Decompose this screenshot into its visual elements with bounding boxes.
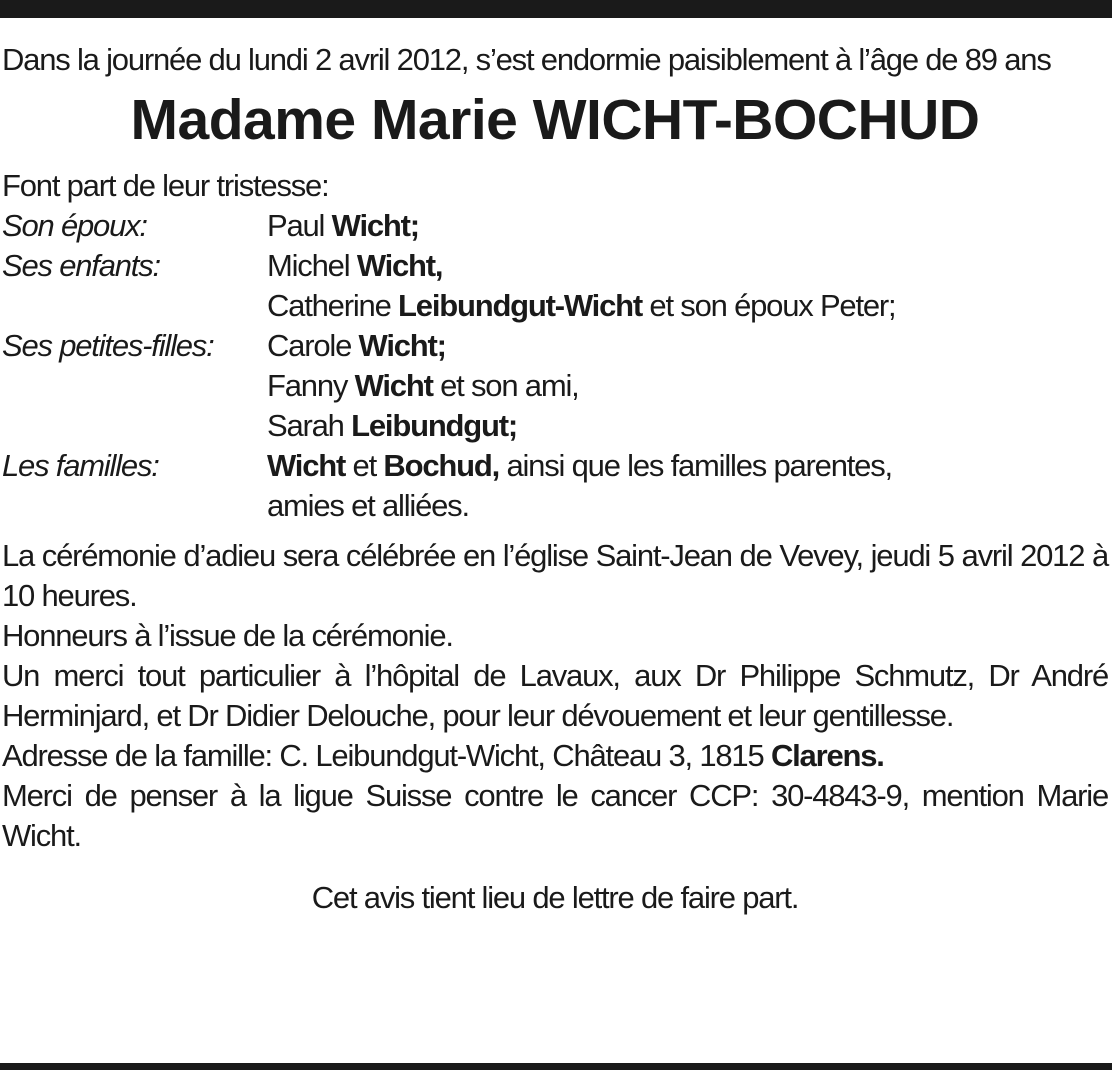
address-text: Adresse de la famille: C. Leibundgut-Wicht, Château 3, 1815: [2, 738, 764, 773]
families-line-1: [267, 446, 1108, 486]
spouse-line: [267, 206, 1108, 246]
granddaughter-line-3: [267, 406, 1108, 446]
families-name-2: Bochud,: [383, 448, 500, 483]
honours-text: Honneurs à l’issue de la cérémonie.: [2, 618, 453, 653]
families-line-2: amies et alliées.: [267, 488, 469, 523]
gd1-given-name: Carole: [267, 328, 352, 363]
address-city: Clarens.: [770, 738, 884, 773]
granddaughters-label: Ses petites-filles:: [2, 328, 214, 363]
child2-given-name: Catherine: [267, 288, 391, 323]
child1-surname: Wicht,: [356, 248, 443, 283]
family-row-families: [2, 446, 1108, 526]
children-label: Ses enfants:: [2, 248, 160, 283]
gd3-surname: Leibundgut;: [351, 408, 518, 443]
donation-text: Merci de penser à la ligue Suisse contre le cancer CCP: 30-4843-9, mention Marie Wicht.: [2, 778, 1108, 853]
closing-text: Cet avis tient lieu de lettre de faire part.: [311, 880, 799, 915]
granddaughter-line-1: [267, 326, 1108, 366]
top-rule: [0, 0, 1112, 18]
bottom-rule: [0, 1063, 1112, 1070]
granddaughter-line-2: [267, 366, 1108, 406]
ceremony-text: La cérémonie d’adieu sera célébrée en l’église Saint-Jean de Vevey, jeudi 5 avril 2012 à 10 heures.: [2, 538, 1108, 613]
child1-given-name: Michel: [267, 248, 350, 283]
child2-surname: Leibundgut-Wicht: [398, 288, 642, 323]
families-suffix: ainsi que les familles parentes,: [506, 448, 892, 483]
family-row-children: [2, 246, 1108, 326]
family-row-spouse: [2, 206, 1108, 246]
child2-suffix: et son époux Peter;: [649, 288, 896, 323]
intro-text: Dans la journée du lundi 2 avril 2012, s’est endormie paisiblement à l’âge de 89 ans: [2, 42, 1051, 77]
gd2-given-name: Fanny: [267, 368, 348, 403]
gd2-suffix: et son ami,: [440, 368, 579, 403]
obituary-notice: [2, 40, 1108, 918]
spouse-given-name: Paul: [267, 208, 325, 243]
child-line-2: [267, 286, 1108, 326]
family-list: [2, 206, 1108, 526]
family-row-granddaughters: [2, 326, 1108, 446]
families-label: Les familles:: [2, 448, 159, 483]
announce-text: Font part de leur tristesse:: [2, 168, 329, 203]
gd3-given-name: Sarah: [267, 408, 344, 443]
families-name-1: Wicht: [267, 448, 346, 483]
families-and: et: [352, 448, 376, 483]
deceased-name: Madame Marie WICHT-BOCHUD: [130, 88, 980, 152]
spouse-surname: Wicht;: [331, 208, 419, 243]
gd1-surname: Wicht;: [358, 328, 446, 363]
thanks-text: Un merci tout particulier à l’hôpital de Lavaux, aux Dr Philippe Schmutz, Dr André Herminjard, et Dr Didier Delouche, pour leur dévouement et leur gentillesse.: [2, 658, 1108, 733]
child-line-1: [267, 246, 1108, 286]
spouse-label: Son époux:: [2, 208, 147, 243]
address-line: [2, 736, 1108, 776]
gd2-surname: Wicht: [354, 368, 433, 403]
